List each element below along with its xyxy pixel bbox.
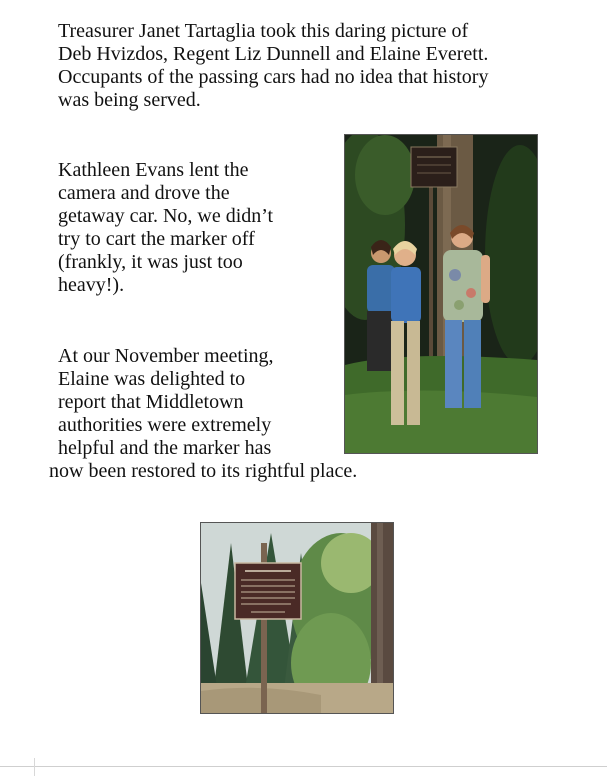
text-line: Deb Hvizdos, Regent Liz Dunnell and Elaine Everett. <box>58 43 489 65</box>
text-line: Treasurer Janet Tartaglia took this daring picture of <box>58 20 469 42</box>
text-line: report that Middletown <box>58 391 244 413</box>
text-line: try to cart the marker off <box>58 228 255 250</box>
text-line: At our November meeting, <box>58 345 274 367</box>
paragraph-2 <box>58 159 273 297</box>
text-line: Occupants of the passing cars had no idea that history <box>58 66 489 88</box>
text-line: authorities were extremely <box>58 414 272 436</box>
text-line: camera and drove the <box>58 182 230 204</box>
scan-mark <box>34 758 35 776</box>
text-line: was being served. <box>58 89 201 111</box>
paragraph-1 <box>58 20 488 112</box>
text-line: getaway car. No, we didn’t <box>58 205 274 227</box>
text-line: helpful and the marker has <box>58 437 272 459</box>
photo-women-at-marker <box>345 135 537 453</box>
text-line: (frankly, it was just too <box>58 251 243 273</box>
text-line: Elaine was delighted to <box>58 368 246 390</box>
text-line: heavy!). <box>58 274 125 296</box>
paragraph-3 <box>49 345 358 483</box>
text-line: now been restored to its rightful place. <box>49 460 358 482</box>
photo-restored-marker <box>201 523 393 713</box>
text-line: Kathleen Evans lent the <box>58 159 249 181</box>
page-divider <box>0 766 607 767</box>
